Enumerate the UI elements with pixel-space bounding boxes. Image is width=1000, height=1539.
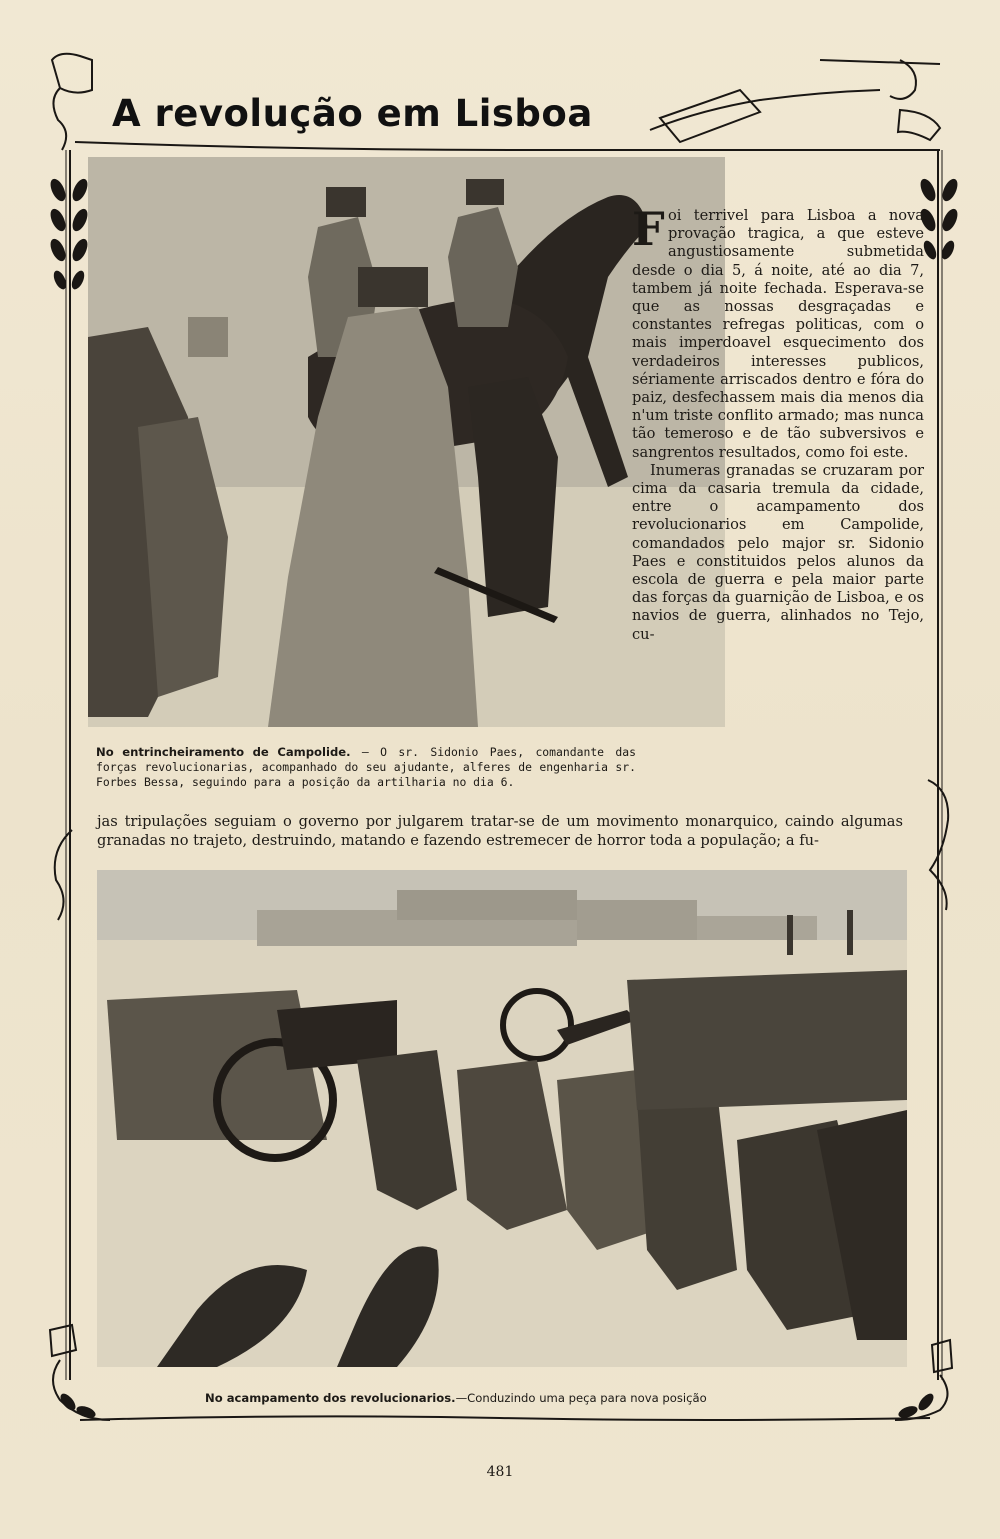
photo1-caption-text: — O sr. Sidonio Paes, comandante das forças revolucionarias, acompanhado do seu ajudante, alferes de engenharia sr. Forbes Bessa, seguindo para a posição da artilharia no dia 6.: [96, 745, 636, 789]
article-paragraph-2: Inumeras granadas se cruzaram por cima da casaria tremula da cidade, entre o acampamento dos revolucionarios em Campolide, comandados pelo major sr. Sidonio Paes e constituidos pelos alunos da escola de guerra e pela maior parte das forças da guarnição de Lisboa, e os navios de guerra, alinhados no Tejo, cu-: [632, 461, 924, 643]
photo2-caption-text: —Conduzindo uma peça para nova posição: [455, 1391, 707, 1405]
emblem-ornament-top-right: [650, 60, 940, 142]
photo2-caption: [205, 1391, 707, 1405]
article-title: A revolução em Lisboa: [112, 92, 593, 135]
page-number: 481: [486, 1464, 514, 1480]
article-paragraph-2-continued: jas tripulações seguiam o governo por julgarem tratar-se de um movimento monarquico, caindo algumas granadas no trajeto, destruindo, matando e fazendo estremecer de horror toda a população; a fu-: [97, 813, 903, 849]
photo-campolide-officers: [88, 157, 725, 727]
photo-artillery-camp-image: [97, 870, 907, 1367]
photo1-caption-title: No entrincheiramento de Campolide.: [96, 745, 351, 759]
photo-artillery-camp: [97, 870, 907, 1367]
article-column-right: [632, 202, 924, 644]
drop-cap: F: [632, 202, 665, 256]
photo2-caption-title: No acampamento dos revolucionarios.: [205, 1391, 456, 1405]
laurel-ornament-bottom-right: [897, 1391, 936, 1420]
photo1-caption: [96, 745, 636, 790]
laurel-ornament-bottom-left: [58, 1391, 97, 1420]
article-paragraph-1: oi terrivel para Lisboa a nova provação tragica, a que esteve angustiosamente submetida desde o dia 5, á noite, até ao dia 7, tambem já noite fechada. Esperava-se que as nossas desgraçadas e constantes refregas politicas, com o mais imperdoavel esquecimento dos verdadeiros interesses publicos, sériamente arriscados dentro e fóra do paiz, desfechassem mais dia menos dia n'um triste conflito armado; mas nunca tão temeroso e de tão subversivos e sangrentos resultados, como foi este.: [632, 207, 924, 461]
scroll-ornament-top-left: [52, 54, 92, 150]
photo-campolide-officers-image: [88, 157, 725, 727]
